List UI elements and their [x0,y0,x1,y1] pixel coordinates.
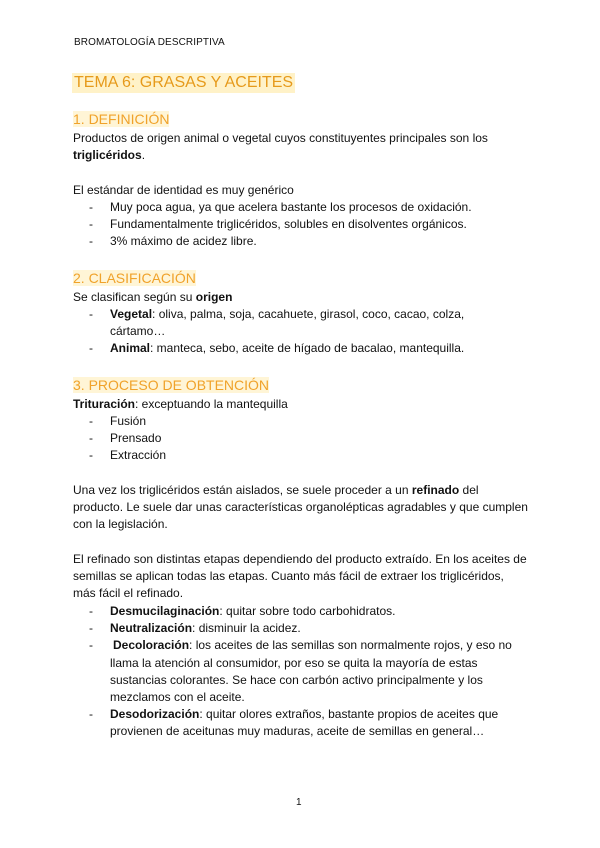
vegetal-text: : oliva, palma, soja, cacahuete, girasol, coco, cacao, colza, cártamo… [110,307,465,339]
step-text: : los aceites de las semillas son normalmente rojos, y eso no llama la atención al consumidor, por eso se quita la mayoría de estas sustancias colorantes. Se hace con carbón activo principalmente y los mezclamos con el aceite. [110,638,512,705]
step-text: : quitar olores extraños, bastante propios de aceites que provienen de aceitunas muy maduras, aceite de semillas en general… [110,707,499,739]
list-item [88,603,528,620]
list-item [88,620,528,637]
step-label: Neutralización [110,621,193,636]
list-item: - 3% máximo de acidez libre. [88,233,528,250]
list-item: - Prensado [88,430,388,447]
page-title: TEMA 6: GRASAS Y ACEITES [74,74,294,91]
section-heading-text: 3. PROCESO DE OBTENCIÓN [73,377,270,393]
refinado-text: Una vez los triglicéridos están aislados, se suele proceder a un [73,483,412,497]
refinado-paragraph [73,482,528,534]
refinado-bold: refinado [411,483,460,497]
step-label: Desmucilaginación [110,604,220,618]
etapas-paragraph: El refinado son distintas etapas dependiendo del producto extraído. En los aceites de semillas se aplican todas las etapas. Cuanto más fácil de extraer los triglicéridos, más fácil el refinado. [73,552,527,601]
list-item: - Fusión [88,413,388,430]
definition-end: . [141,148,146,163]
step-label: Decoloración [113,638,190,653]
list-item: - Muy poca agua, ya que acelera bastante los procesos de oxidación. [88,199,528,216]
intro-text: Se clasifican según su [73,290,196,304]
vegetal-label: Vegetal [110,307,153,321]
animal-label: Animal [110,341,151,356]
trituracion-line [73,396,288,413]
list-item: - Extracción [88,447,388,464]
list-item [88,637,528,706]
list-item: - Fundamentalmente triglicéridos, solubles en disolventes orgánicos. [88,216,528,233]
list-item [88,306,508,340]
identity-list [88,199,528,251]
refining-steps-list [88,603,528,741]
step-text: : quitar sobre todo carbohidratos. [219,604,396,618]
step-text: : disminuir la acidez. [192,621,301,636]
list-item [88,706,528,740]
definition-paragraph [73,130,543,164]
page-number: 1 [296,797,302,808]
definition-bold: triglicéridos [73,148,142,163]
list-item [88,340,508,357]
step-label: Desodorización [110,707,200,722]
process-steps-list [88,413,388,465]
section-heading-clasificacion [73,270,196,287]
refinado-text-end: del producto. Le suele dar unas características organolépticas agradables y que cumplen con la legislación. [73,483,528,532]
section-heading-definicion [73,111,169,128]
trituracion-text: : exceptuando la mantequilla [135,397,288,411]
classification-intro [73,289,232,306]
running-header: BROMATOLOGÍA DESCRIPTIVA [74,37,225,48]
section-heading-text: 2. CLASIFICACIÓN [73,270,196,286]
definition-text: Productos de origen animal o vegetal cuyos constituyentes principales son los [73,131,488,145]
animal-text: : manteca, sebo, aceite de hígado de bacalao, mantequilla. [150,341,465,356]
section-heading-proceso [73,377,269,394]
identity-paragraph: El estándar de identidad es muy genérico [73,183,294,197]
intro-bold: origen [195,290,233,304]
section-heading-text: 1. DEFINICIÓN [73,111,170,127]
classification-list [88,306,508,358]
trituracion-label: Trituración [73,397,136,411]
